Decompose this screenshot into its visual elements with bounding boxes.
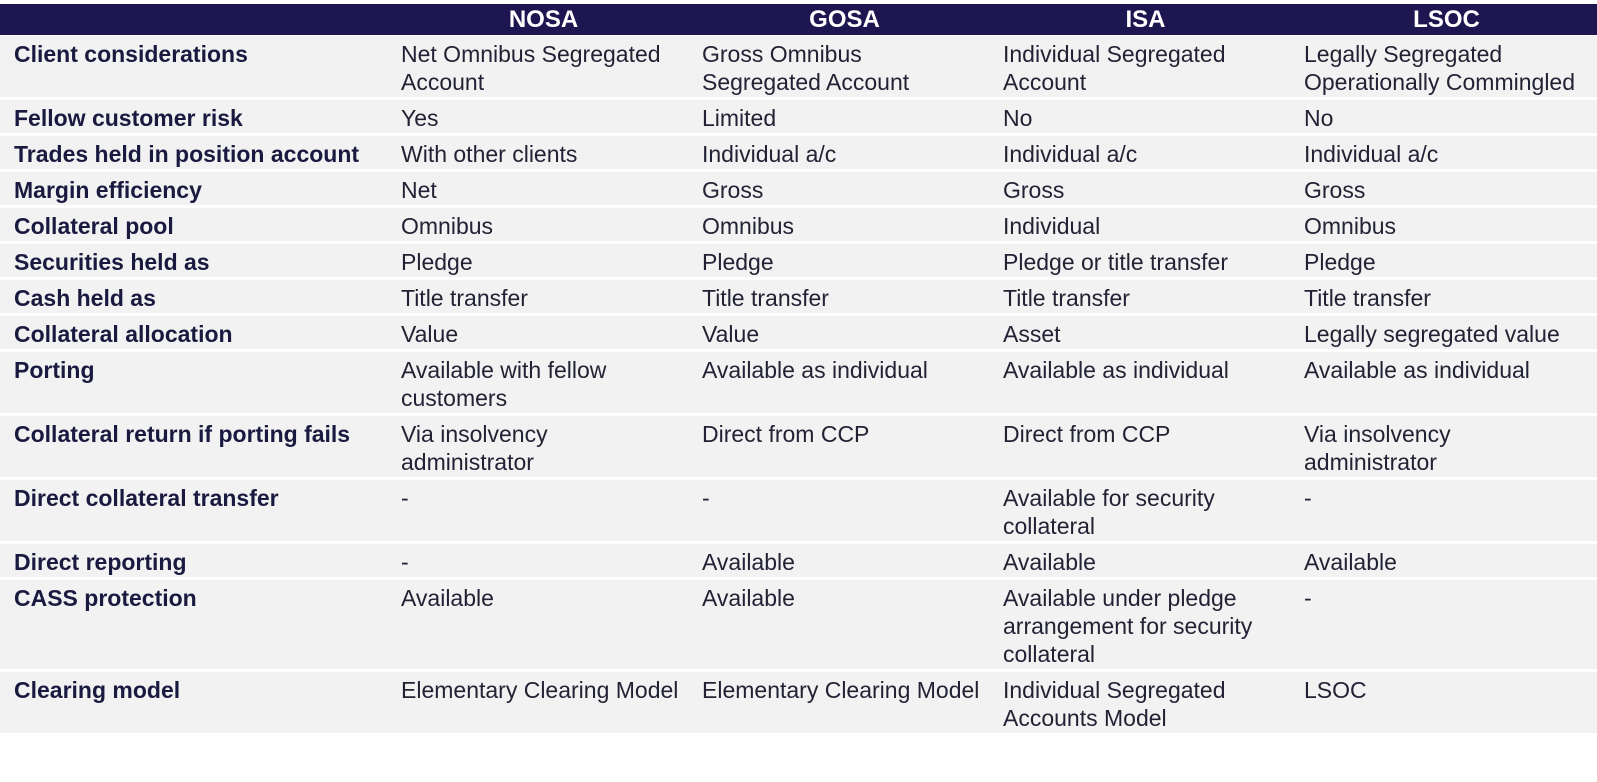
table-row [0, 480, 1597, 544]
table-cell: Gross [1296, 172, 1597, 208]
table-cell: Title transfer [393, 280, 694, 316]
row-label: Trades held in position account [0, 136, 393, 172]
table-cell: Available as individual [694, 352, 995, 416]
table-cell: Gross [694, 172, 995, 208]
row-label: Fellow customer risk [0, 100, 393, 136]
table-row [0, 672, 1597, 736]
header-cell-gosa: GOSA [694, 4, 995, 36]
table-cell: Yes [393, 100, 694, 136]
table-row [0, 208, 1597, 244]
table-cell: Value [393, 316, 694, 352]
header-cell-empty [0, 4, 393, 36]
row-label: Direct reporting [0, 544, 393, 580]
table-cell: - [1296, 580, 1597, 672]
table-cell: Pledge [1296, 244, 1597, 280]
table-row [0, 544, 1597, 580]
row-label: Collateral pool [0, 208, 393, 244]
table-cell: Available as individual [1296, 352, 1597, 416]
header-row [0, 4, 1597, 36]
table-cell: Net Omnibus Segregated Account [393, 36, 694, 100]
table-cell: No [995, 100, 1296, 136]
table-cell: Via insolvency administrator [393, 416, 694, 480]
table-cell: Pledge [694, 244, 995, 280]
table-cell: Available [995, 544, 1296, 580]
header-cell-lsoc: LSOC [1296, 4, 1597, 36]
table-cell: Available under pledge arrangement for security collateral [995, 580, 1296, 672]
table-cell: Gross [995, 172, 1296, 208]
row-label: Margin efficiency [0, 172, 393, 208]
row-label: Cash held as [0, 280, 393, 316]
table-row [0, 244, 1597, 280]
table-cell: Elementary Clearing Model [694, 672, 995, 736]
table-cell: Title transfer [1296, 280, 1597, 316]
table-row [0, 136, 1597, 172]
table-cell: Value [694, 316, 995, 352]
header-cell-isa: ISA [995, 4, 1296, 36]
table-cell: Available [1296, 544, 1597, 580]
table-cell: Individual [995, 208, 1296, 244]
table-cell: Available [393, 580, 694, 672]
table-cell: Available [694, 544, 995, 580]
table-cell: Individual a/c [694, 136, 995, 172]
table-cell: Available for security collateral [995, 480, 1296, 544]
row-label: Client considerations [0, 36, 393, 100]
table-row [0, 316, 1597, 352]
table-cell: Title transfer [995, 280, 1296, 316]
table-cell: - [393, 544, 694, 580]
table-cell: Available [694, 580, 995, 672]
row-label: CASS protection [0, 580, 393, 672]
table-cell: Individual a/c [1296, 136, 1597, 172]
table-row [0, 36, 1597, 100]
table-cell: Individual Segregated Accounts Model [995, 672, 1296, 736]
row-label: Collateral allocation [0, 316, 393, 352]
table-cell: - [1296, 480, 1597, 544]
table-cell: Via insolvency administrator [1296, 416, 1597, 480]
table-cell: Direct from CCP [995, 416, 1296, 480]
row-label: Collateral return if porting fails [0, 416, 393, 480]
table-cell: Individual Segregated Account [995, 36, 1296, 100]
row-label: Securities held as [0, 244, 393, 280]
table-cell: - [393, 480, 694, 544]
table-cell: Pledge [393, 244, 694, 280]
table-row [0, 100, 1597, 136]
table-cell: Elementary Clearing Model [393, 672, 694, 736]
table-cell: Legally Segregated Operationally Commingled [1296, 36, 1597, 100]
table-cell: With other clients [393, 136, 694, 172]
table-header [0, 4, 1597, 36]
table-cell: Asset [995, 316, 1296, 352]
table-cell: Pledge or title transfer [995, 244, 1296, 280]
row-label: Porting [0, 352, 393, 416]
table-cell: Legally segregated value [1296, 316, 1597, 352]
table-row [0, 280, 1597, 316]
table-cell: Individual a/c [995, 136, 1296, 172]
table-row [0, 172, 1597, 208]
table-cell: Available with fellow customers [393, 352, 694, 416]
table-cell: Title transfer [694, 280, 995, 316]
table-cell: LSOC [1296, 672, 1597, 736]
row-label: Direct collateral transfer [0, 480, 393, 544]
row-label: Clearing model [0, 672, 393, 736]
table-cell: Omnibus [694, 208, 995, 244]
account-comparison-table [0, 4, 1597, 736]
table-cell: No [1296, 100, 1597, 136]
table-cell: Limited [694, 100, 995, 136]
table-cell: Available as individual [995, 352, 1296, 416]
table-cell: - [694, 480, 995, 544]
table-cell: Direct from CCP [694, 416, 995, 480]
table-cell: Gross Omnibus Segregated Account [694, 36, 995, 100]
table-row [0, 416, 1597, 480]
table-cell: Net [393, 172, 694, 208]
table-body [0, 36, 1597, 736]
table-cell: Omnibus [393, 208, 694, 244]
table-row [0, 580, 1597, 672]
table-cell: Omnibus [1296, 208, 1597, 244]
table-row [0, 352, 1597, 416]
header-cell-nosa: NOSA [393, 4, 694, 36]
